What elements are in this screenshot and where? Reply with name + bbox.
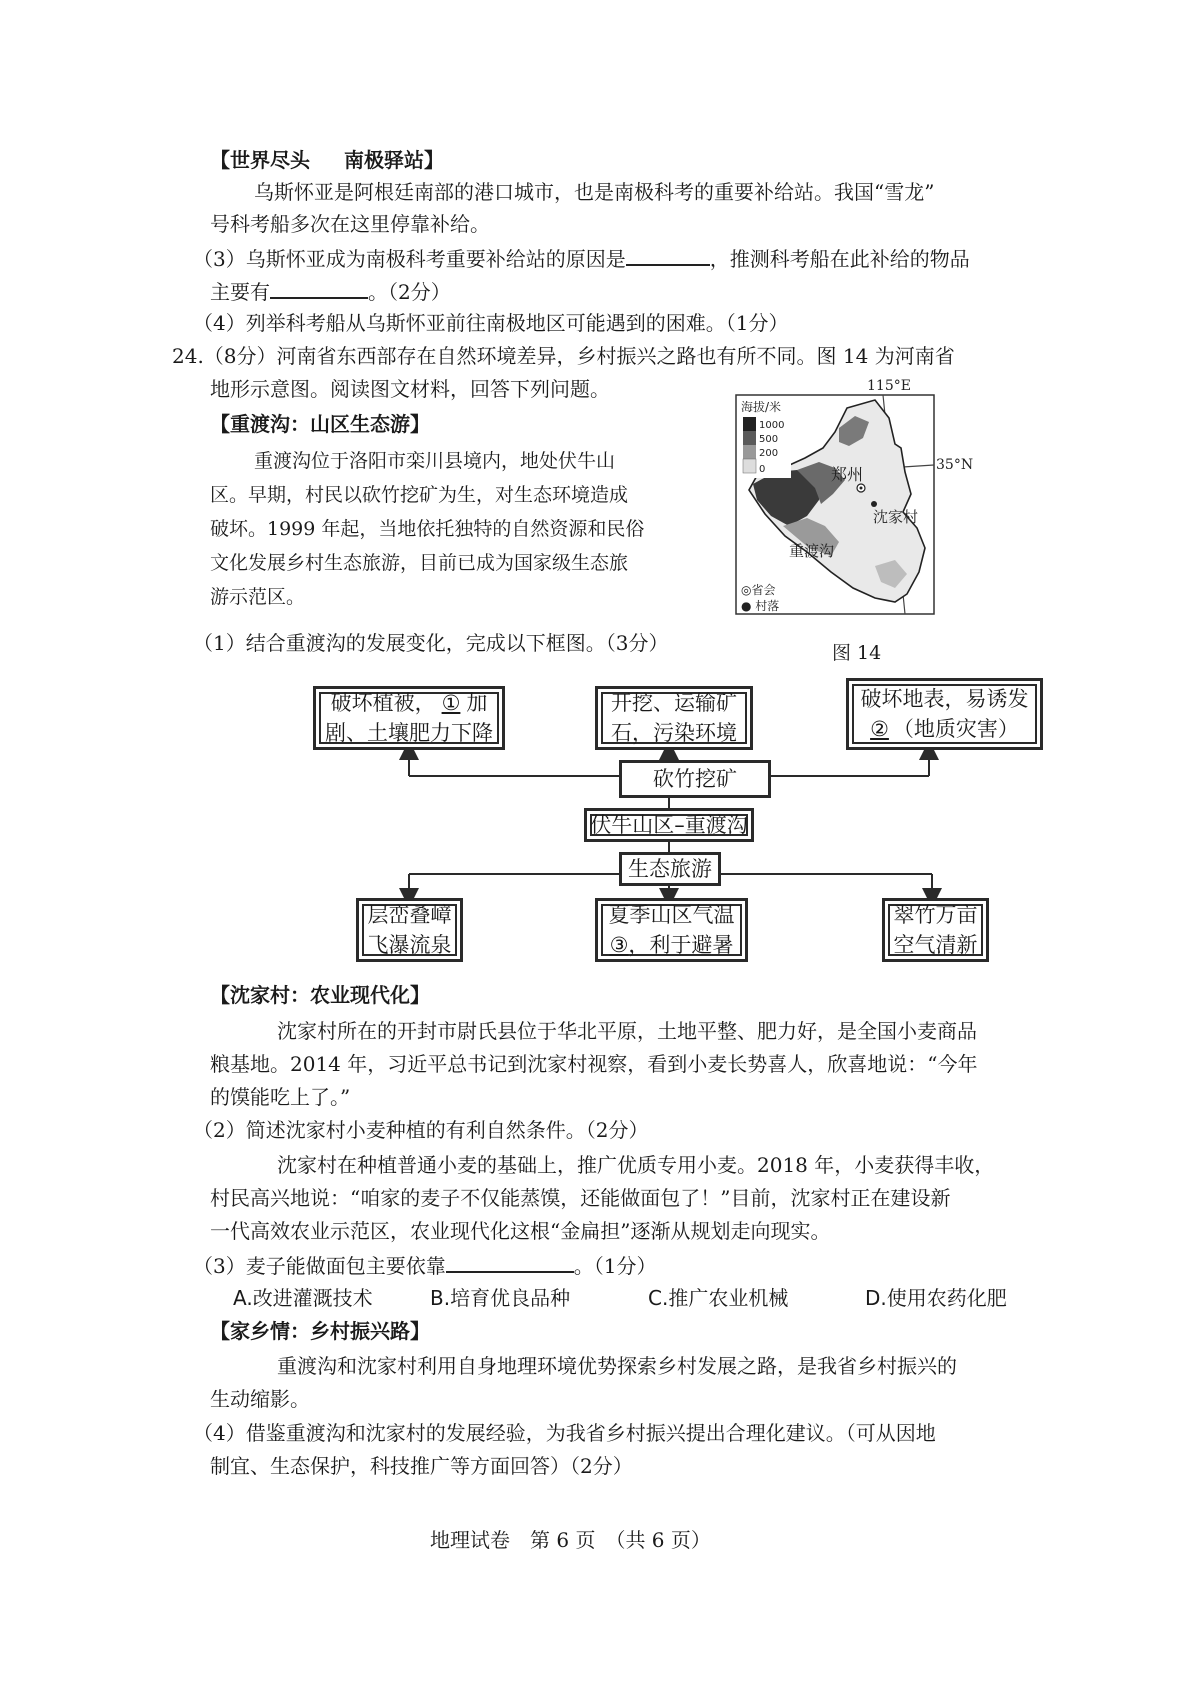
question-24-header-cont: 地形示意图。阅读图文材料，回答下列问题。 [210,377,610,401]
question-24-header: 24.（8分）河南省东西部存在自然环境差异，乡村振兴之路也有所不同。图 14 为河南省 [172,344,955,368]
question-text: 主要有 [210,280,270,304]
answer-blank[interactable] [270,275,368,299]
paragraph-line: 粮基地。2014 年，习近平总书记到沈家村视察，看到小麦长势喜人，欣喜地说：“今年 [210,1052,978,1076]
flow-box-funiu-chongdugou: 伏牛山区–重渡沟 [584,808,754,842]
paragraph-line: 村民高兴地说：“咱家的麦子不仅能蒸馍，还能做面包了！”目前，沈家村正在建设新 [210,1186,951,1210]
legend-swatch [743,417,756,431]
flow-blank-3: ③ [609,933,629,957]
flow-text: 翠竹万亩 [893,903,978,927]
flow-text: （地质灾害） [892,717,1019,741]
flow-text: 破坏植被， [330,691,436,715]
flow-blank-2: ② [870,717,889,741]
flow-text: ，利于避暑 [628,933,734,957]
paragraph-line: 沈家村在种植普通小麦的基础上，推广优质专用小麦。2018 年，小麦获得丰收， [277,1153,995,1177]
flow-box-bamboo-air [882,898,989,962]
flow-text: 石，污染环境 [611,721,737,745]
flow-text: 破坏地表，易诱发 [860,687,1029,711]
paragraph-line: 破坏。1999 年起，当地依托独特的自然资源和民俗 [210,518,645,540]
section-title-hometown: 【家乡情：乡村振兴路】 [210,1319,430,1343]
paragraph-line: 乌斯怀亚是阿根廷南部的港口城市，也是南极科考的重要补给站。我国“雪龙” [254,180,935,204]
question-2: （2）简述沈家村小麦种植的有利自然条件。（2分） [193,1118,649,1142]
flow-box-vegetation-damage [313,686,505,750]
section-title-part: 南极驿站】 [344,148,444,172]
answer-blank[interactable] [626,242,710,266]
option-d[interactable]: D.使用农药化肥 [865,1286,1007,1310]
legend-level: 500 [759,434,779,445]
paragraph-line: 游示范区。 [210,586,306,608]
paragraph-line: 区。早期，村民以砍竹挖矿为生，对生态环境造成 [210,484,629,506]
village-marker [871,501,877,507]
village-label-shenjia: 沈家村 [873,508,919,526]
flow-text: 飞瀑流泉 [367,933,452,957]
flow-text: 加 [466,691,488,715]
question-text: （3）乌斯怀亚成为南极科考重要补给站的原因是 [193,247,626,271]
legend-level: 200 [759,448,779,459]
latitude-label: 35°N [936,457,974,473]
answer-blank[interactable] [446,1249,574,1273]
paragraph-line: 的馍能吃上了。” [210,1085,351,1109]
question-3-antarctic [193,242,970,274]
paragraph-line: 生动缩影。 [210,1387,310,1411]
paragraph-line: 号科考船多次在这里停靠补给。 [210,212,490,236]
flow-text: 剧、土壤肥力下降 [325,721,493,745]
flow-blank-1: ① [441,691,461,715]
flow-text: 夏季山区气温 [608,903,735,927]
question-text: （3）麦子能做面包主要依靠 [193,1254,446,1278]
flow-box-summer-cool [595,898,748,962]
flow-text: 开挖、运输矿 [611,691,737,715]
paragraph-line: 一代高效农业示范区，农业现代化这根“金扁担”逐渐从规划走向现实。 [210,1219,831,1243]
paragraph-line: 文化发展乡村生态旅游，目前已成为国家级生态旅 [210,552,629,574]
city-label-zhengzhou: 郑州 [831,465,864,484]
section-title-part: 【世界尽头 [210,148,310,172]
question-4-cont: 制宜、生态保护，科技推广等方面回答）（2分） [210,1454,633,1478]
section-title-antarctic [210,145,444,175]
flow-box-eco-tourism: 生态旅游 [619,852,721,886]
legend-swatch [743,431,756,445]
legend-level: 0 [759,464,766,475]
flow-box-line [331,688,488,718]
section-title-chongdugou: 【重渡沟：山区生态游】 [210,412,430,436]
paragraph-line: 沈家村所在的开封市尉氏县位于华北平原，土地平整、肥力好，是全国小麦商品 [277,1019,977,1043]
legend-village: ● 村落 [741,599,780,613]
option-c[interactable]: C.推广农业机械 [648,1286,789,1310]
paragraph-line: 重渡沟和沈家村利用自身地理环境优势探索乡村发展之路，是我省乡村振兴的 [277,1354,957,1378]
page-footer: 地理试卷 第 6 页 （共 6 页） [430,1528,711,1552]
flow-text: 层峦叠嶂 [367,903,452,927]
question-1: （1）结合重渡沟的发展变化，完成以下框图。（3分） [193,631,669,655]
option-b[interactable]: B.培育优良品种 [430,1286,571,1310]
figure-caption: 图 14 [832,642,882,664]
question-3 [193,1249,656,1281]
henan-terrain-map [735,376,1000,633]
question-3-antarctic-cont [210,275,451,307]
section-title-shenjia: 【沈家村：农业现代化】 [210,983,430,1007]
flow-text: 空气清新 [893,933,978,957]
longitude-label: 115°E [867,378,911,394]
option-a[interactable]: A.改进灌溉技术 [233,1286,373,1310]
legend-swatch [743,445,756,459]
flow-box-bamboo-mining: 砍竹挖矿 [619,760,771,798]
flow-box-line [610,930,734,960]
question-4: （4）借鉴重渡沟和沈家村的发展经验，为我省乡村振兴提出合理化建议。（可从因地 [193,1421,936,1445]
flow-box-scenery [356,898,463,962]
place-label-chongdugou: 重渡沟 [789,542,835,560]
legend-capital: ◎省会 [741,583,776,597]
flow-box-geological-hazard [846,678,1043,750]
flow-box-line [870,714,1019,744]
capital-marker-dot [860,487,863,490]
question-4-antarctic: （4）列举科考船从乌斯怀亚前往南极地区可能遇到的困难。（1分） [193,311,789,335]
legend-level: 1000 [759,420,785,431]
flow-box-mining-pollution [595,686,753,750]
legend-swatch [743,459,756,473]
paragraph-line: 重渡沟位于洛阳市栾川县境内，地处伏牛山 [254,450,616,472]
question-text: ，推测科考船在此补给的物品 [709,247,970,271]
question-text: 。（2分） [368,280,451,304]
question-text: 。（1分） [573,1254,657,1278]
legend-title: 海拔/米 [741,400,782,414]
